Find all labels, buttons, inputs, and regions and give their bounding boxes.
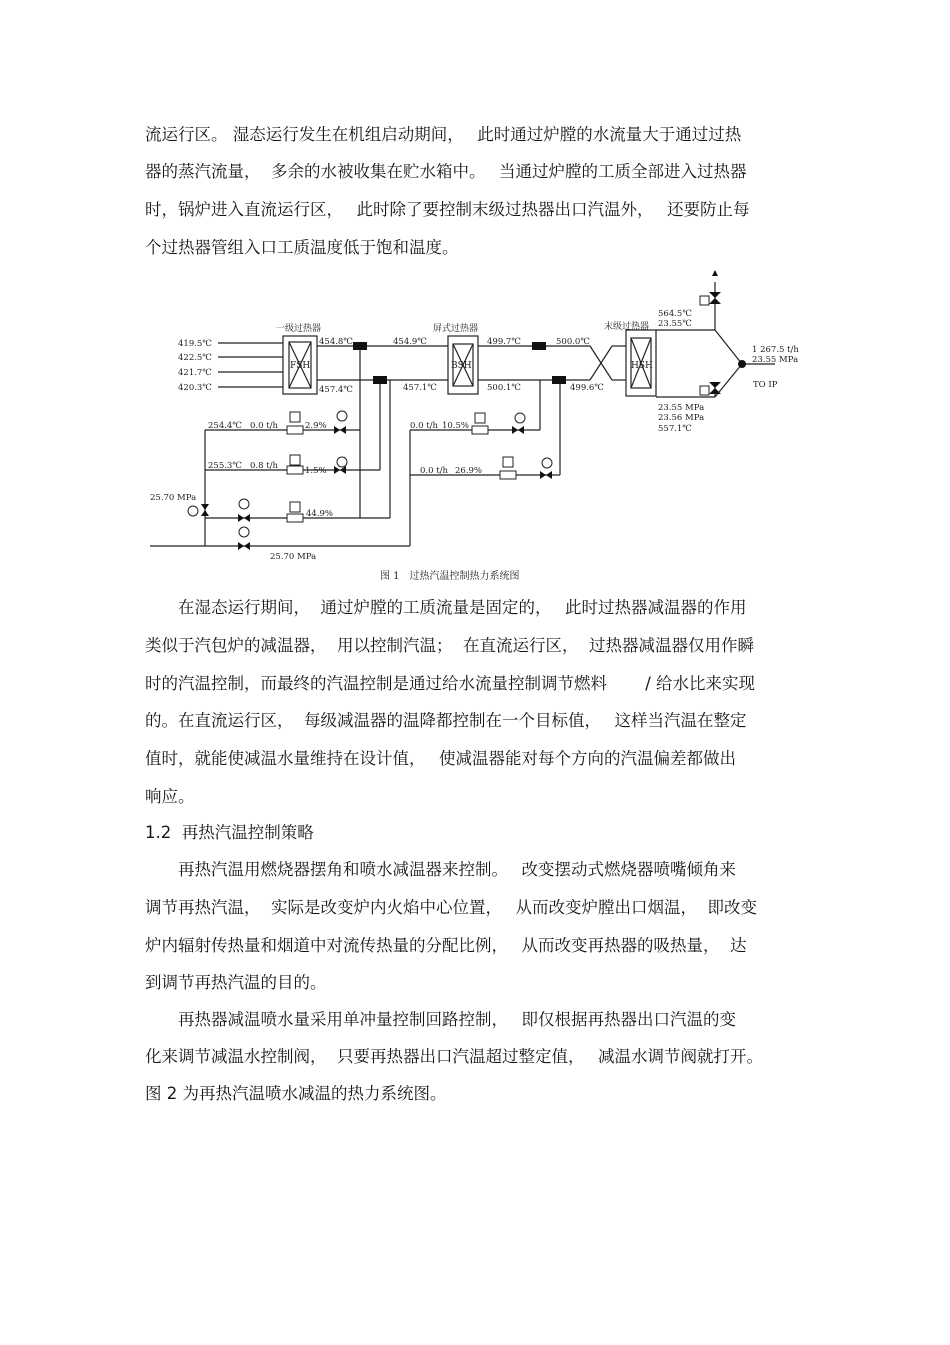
merged-destination: TO IP [753, 380, 778, 390]
text-line: 类似于汽包炉的减温器， 用以控制汽温； 在直流运行区， 过热器减温器仅用作瞬 [145, 636, 754, 655]
supply-pressure-left: 25.70 MPa [150, 493, 197, 503]
spray-flow: 0.0 t/h [420, 466, 448, 476]
spray-valve-pct: 10.5% [442, 421, 470, 431]
inlet-temp: 421.7℃ [178, 368, 212, 378]
text-line: 炉内辐射传热量和烟道中对流传热量的分配比例， 从而改变再热器的吸热量， 达 [145, 936, 747, 955]
figure-1-superheater-diagram [140, 270, 810, 590]
spray-flow: 0.0 t/h [410, 421, 438, 431]
text-line: 再热器减温喷水量采用单冲量控制回路控制， 即仅根据再热器出口汽温的变 [145, 1010, 736, 1029]
text-line: 个过热器管组入口工质温度低于饱和温度。 [145, 238, 459, 257]
temp-label: 454.8℃ [319, 337, 353, 347]
section-heading: 1.2 再热汽温控制策略 [145, 823, 314, 842]
text-line: 到调节再热汽温的目的。 [145, 973, 327, 992]
text-line: 流运行区。 湿态运行发生在机组启动期间， 此时通过炉膛的水流量大于通过过热 [145, 125, 742, 144]
spray-valve-pct: 44.9% [306, 509, 334, 519]
inlet-temp: 422.5℃ [178, 353, 212, 363]
spray-valve-pct: 2.9% [305, 421, 327, 431]
outlet-bottom-temp: 557.1℃ [658, 424, 692, 434]
temp-label: 457.4℃ [319, 385, 353, 395]
heater-label-hsh: HSH [631, 361, 653, 371]
text-line: 再热汽温用燃烧器摆角和喷水减温器来控制。 改变摆动式燃烧器喷嘴倾角来 [145, 860, 736, 879]
temp-label: 500.1℃ [487, 383, 521, 393]
outlet-bottom-pressure2: 23.56 MPa [658, 413, 705, 423]
figure-caption: 图 1 过热汽温控制热力系统图 [380, 571, 520, 582]
text-line: 图 2 为再热汽温喷水减温的热力系统图。 [145, 1084, 447, 1103]
spray-flow: 0.0 t/h [250, 421, 278, 431]
spray-temp: 254.4℃ [208, 421, 242, 431]
outlet-bottom-pressure1: 23.55 MPa [658, 403, 705, 413]
text-line: 值时，就能使减温水量维持在设计值， 使减温器能对每个方向的汽温偏差都做出 [145, 749, 736, 768]
stage-label-final: 末级过热器 [604, 322, 650, 332]
stage-label-first: 一级过热器 [276, 324, 322, 334]
supply-pressure-bottom: 25.70 MPa [270, 552, 317, 562]
stage-label-platen: 屏式过热器 [433, 324, 479, 334]
spray-flow: 0.8 t/h [250, 461, 278, 471]
text-line: 时的汽温控制，而最终的汽温控制是通过给水流量控制调节燃料 / 给水比来实现 [145, 674, 756, 693]
temp-label: 457.1℃ [403, 383, 437, 393]
spray-valve-pct: 26.9% [455, 466, 483, 476]
text-line: 的。在直流运行区， 每级减温器的温降都控制在一个目标值， 这样当汽温在整定 [145, 711, 747, 730]
text-line: 化来调节减温水控制阀， 只要再热器出口汽温超过整定值， 减温水调节阀就打开。 [145, 1047, 763, 1066]
inlet-temp: 419.5℃ [178, 339, 212, 349]
merged-flow: 1 267.5 t/h [752, 345, 799, 355]
text-line: 器的蒸汽流量， 多余的水被收集在贮水箱中。 当通过炉膛的工质全部进入过热器 [145, 162, 747, 181]
heater-label-bsh: BSH [451, 361, 472, 371]
text-line: 在湿态运行期间， 通过炉膛的工质流量是固定的， 此时过热器减温器的作用 [145, 598, 747, 617]
heater-label-fsh: FSH [290, 361, 311, 371]
temp-label: 500.0℃ [556, 337, 590, 347]
spray-temp: 255.3℃ [208, 461, 242, 471]
temp-label: 499.6℃ [570, 383, 604, 393]
spray-valve-pct: 1.5% [305, 466, 327, 476]
outlet-top-temp: 564.5℃ [658, 309, 692, 319]
text-line: 响应。 [145, 787, 195, 806]
outlet-top-pressure: 23.55℃ [658, 319, 692, 329]
temp-label: 499.7℃ [487, 337, 521, 347]
temp-label: 454.9℃ [393, 337, 427, 347]
merged-pressure: 23.55 MPa [752, 355, 799, 365]
text-line: 调节再热汽温， 实际是改变炉内火焰中心位置， 从而改变炉膛出口烟温， 即改变 [145, 898, 757, 917]
inlet-temp: 420.3℃ [178, 383, 212, 393]
text-line: 时，锅炉进入直流运行区， 此时除了要控制末级过热器出口汽温外， 还要防止每 [145, 200, 750, 219]
